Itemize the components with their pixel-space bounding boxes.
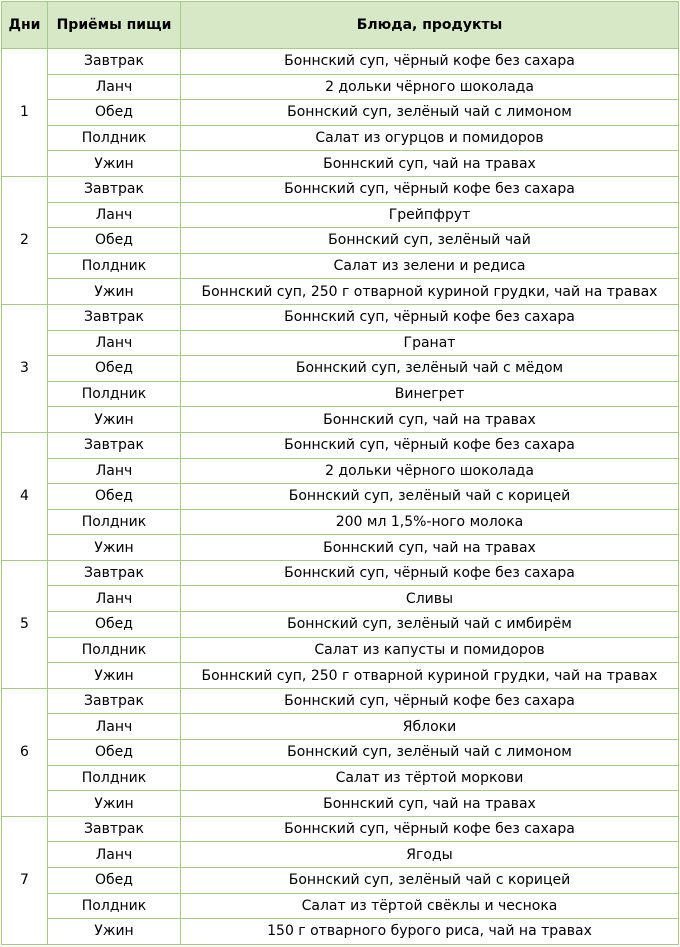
dish-cell: Боннский суп, чёрный кофе без сахара xyxy=(181,432,679,458)
dish-cell: Боннский суп, 250 г отварной куриной грудки, чай на травах xyxy=(181,279,679,305)
table-row xyxy=(2,49,679,75)
dish-cell: Боннский суп, 250 г отварной куриной грудки, чай на травах xyxy=(181,663,679,689)
meal-cell: Полдник xyxy=(48,381,181,407)
dish-cell: Салат из огурцов и помидоров xyxy=(181,125,679,151)
table-row xyxy=(2,637,679,663)
table-row xyxy=(2,586,679,612)
dish-cell: Салат из капусты и помидоров xyxy=(181,637,679,663)
dish-cell: Салат из тёртой моркови xyxy=(181,765,679,791)
meal-cell: Обед xyxy=(48,612,181,638)
table-row xyxy=(2,74,679,100)
dish-cell: Боннский суп, зелёный чай с лимоном xyxy=(181,740,679,766)
meal-cell: Ужин xyxy=(48,151,181,177)
dish-cell: Винегрет xyxy=(181,381,679,407)
table-row xyxy=(2,304,679,330)
table-row xyxy=(2,407,679,433)
table-row xyxy=(2,151,679,177)
table-row xyxy=(2,868,679,894)
table-row xyxy=(2,176,679,202)
table-row xyxy=(2,535,679,561)
day-number-cell: 7 xyxy=(2,816,48,944)
table-row xyxy=(2,279,679,305)
table-row xyxy=(2,714,679,740)
table-row xyxy=(2,765,679,791)
dish-cell: Боннский суп, чёрный кофе без сахара xyxy=(181,688,679,714)
table-row xyxy=(2,560,679,586)
meal-cell: Полдник xyxy=(48,893,181,919)
meal-cell: Ланч xyxy=(48,714,181,740)
dish-cell: Сливы xyxy=(181,586,679,612)
dish-cell: Боннский суп, чай на травах xyxy=(181,151,679,177)
header-meal: Приёмы пищи xyxy=(48,2,181,49)
dish-cell: Боннский суп, чёрный кофе без сахара xyxy=(181,560,679,586)
meal-cell: Ланч xyxy=(48,330,181,356)
meal-cell: Полдник xyxy=(48,253,181,279)
dish-cell: Салат из тёртой свёклы и чеснока xyxy=(181,893,679,919)
dish-cell: 200 мл 1,5%-ного молока xyxy=(181,509,679,535)
meal-cell: Ланч xyxy=(48,202,181,228)
table-row xyxy=(2,458,679,484)
dish-cell: Боннский суп, чай на травах xyxy=(181,791,679,817)
table-row xyxy=(2,816,679,842)
dish-cell: Боннский суп, чёрный кофе без сахара xyxy=(181,176,679,202)
meal-cell: Обед xyxy=(48,100,181,126)
table-header xyxy=(2,2,679,49)
dish-cell: Боннский суп, чёрный кофе без сахара xyxy=(181,304,679,330)
header-dishes: Блюда, продукты xyxy=(181,2,679,49)
meal-cell: Полдник xyxy=(48,637,181,663)
meal-cell: Ужин xyxy=(48,791,181,817)
meal-cell: Обед xyxy=(48,868,181,894)
day-number-cell: 6 xyxy=(2,688,48,816)
meal-cell: Ужин xyxy=(48,279,181,305)
dish-cell: Салат из зелени и редиса xyxy=(181,253,679,279)
dish-cell: Боннский суп, чёрный кофе без сахара xyxy=(181,49,679,75)
dish-cell: Боннский суп, чай на травах xyxy=(181,535,679,561)
meal-cell: Ланч xyxy=(48,586,181,612)
table-row xyxy=(2,842,679,868)
meal-cell: Полдник xyxy=(48,125,181,151)
dish-cell: 2 дольки чёрного шоколада xyxy=(181,458,679,484)
table-row xyxy=(2,919,679,945)
table-row xyxy=(2,484,679,510)
meal-cell: Ужин xyxy=(48,407,181,433)
table-row xyxy=(2,432,679,458)
meal-cell: Завтрак xyxy=(48,816,181,842)
dish-cell: Боннский суп, зелёный чай xyxy=(181,228,679,254)
day-number-cell: 5 xyxy=(2,560,48,688)
table-row xyxy=(2,125,679,151)
meal-cell: Обед xyxy=(48,484,181,510)
meal-cell: Ланч xyxy=(48,842,181,868)
dish-cell: Яблоки xyxy=(181,714,679,740)
meal-cell: Ланч xyxy=(48,458,181,484)
meal-cell: Ужин xyxy=(48,663,181,689)
table-row xyxy=(2,356,679,382)
meal-cell: Обед xyxy=(48,356,181,382)
meal-cell: Полдник xyxy=(48,765,181,791)
table-row xyxy=(2,791,679,817)
table-row xyxy=(2,740,679,766)
table-row xyxy=(2,100,679,126)
table-row xyxy=(2,893,679,919)
meal-cell: Обед xyxy=(48,740,181,766)
meal-cell: Завтрак xyxy=(48,560,181,586)
diet-table xyxy=(1,1,679,945)
meal-cell: Завтрак xyxy=(48,49,181,75)
meal-cell: Завтрак xyxy=(48,688,181,714)
meal-cell: Завтрак xyxy=(48,432,181,458)
dish-cell: 150 г отварного бурого риса, чай на травах xyxy=(181,919,679,945)
dish-cell: Боннский суп, зелёный чай с имбирём xyxy=(181,612,679,638)
table-row xyxy=(2,228,679,254)
table-row xyxy=(2,202,679,228)
meal-cell: Полдник xyxy=(48,509,181,535)
dish-cell: Боннский суп, зелёный чай с корицей xyxy=(181,868,679,894)
dish-cell: Ягоды xyxy=(181,842,679,868)
dish-cell: 2 дольки чёрного шоколада xyxy=(181,74,679,100)
day-number-cell: 1 xyxy=(2,49,48,177)
meal-cell: Завтрак xyxy=(48,176,181,202)
dish-cell: Боннский суп, зелёный чай с мёдом xyxy=(181,356,679,382)
dish-cell: Боннский суп, чай на травах xyxy=(181,407,679,433)
header-day: Дни xyxy=(2,2,48,49)
table-row xyxy=(2,330,679,356)
table-body xyxy=(2,49,679,945)
meal-cell: Завтрак xyxy=(48,304,181,330)
meal-cell: Ужин xyxy=(48,919,181,945)
table-row xyxy=(2,663,679,689)
table-row xyxy=(2,381,679,407)
day-number-cell: 4 xyxy=(2,432,48,560)
day-number-cell: 3 xyxy=(2,304,48,432)
dish-cell: Гранат xyxy=(181,330,679,356)
dish-cell: Боннский суп, зелёный чай с лимоном xyxy=(181,100,679,126)
dish-cell: Грейпфрут xyxy=(181,202,679,228)
meal-cell: Обед xyxy=(48,228,181,254)
dish-cell: Боннский суп, зелёный чай с корицей xyxy=(181,484,679,510)
header-row xyxy=(2,2,679,49)
table-row xyxy=(2,688,679,714)
meal-cell: Ланч xyxy=(48,74,181,100)
table-row xyxy=(2,509,679,535)
table-row xyxy=(2,612,679,638)
day-number-cell: 2 xyxy=(2,176,48,304)
dish-cell: Боннский суп, чёрный кофе без сахара xyxy=(181,816,679,842)
table-row xyxy=(2,253,679,279)
meal-cell: Ужин xyxy=(48,535,181,561)
